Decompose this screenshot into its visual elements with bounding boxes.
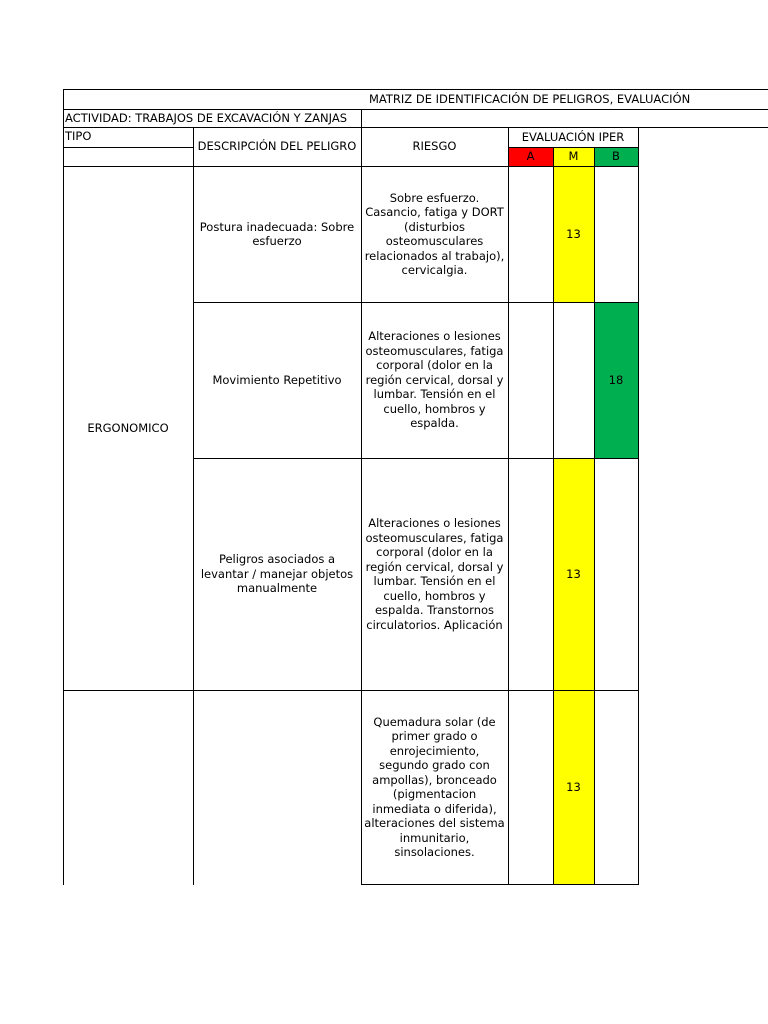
row3-descripcion: Peligros asociados a levantar / manejar objetos manualmente [200,552,354,596]
matrix-title: MATRIZ DE IDENTIFICACIÓN DE PELIGROS, EVALUACIÓN [369,92,691,107]
activity-label: ACTIVIDAD: TRABAJOS DE EXCAVACIÓN Y ZANJAS [65,111,348,126]
row2-descripcion: Movimiento Repetitivo [212,372,342,387]
header-tipo: TIPO [65,129,92,143]
row3-score: 13 [566,566,581,581]
row4-riesgo: Quemadura solar (de primer grado o enrojecimiento, segundo grado con ampollas), bronceado (pigmentacion inmediata o diferida), alteraciones del sistema inmunitario, sinsolaciones. [364,714,505,859]
row4-score: 13 [566,779,581,794]
row1-score: 13 [566,226,581,241]
header-evaluacion-iper: EVALUACIÓN IPER [521,129,625,144]
tipo-ergonomico: ERGONOMICO [87,420,169,435]
header-riesgo: RIESGO [412,139,457,154]
row1-riesgo: Sobre esfuerzo. Casancio, fatiga y DORT (disturbios osteomusculares relacionados al trabajo), cervicalgia. [364,190,505,277]
tipo-group-2 [63,690,193,884]
header-level-m: M [568,149,579,164]
row1-descripcion: Postura inadecuada: Sobre esfuerzo [199,219,355,248]
row3-riesgo: Alteraciones o lesiones osteomusculares, fatiga corporal (dolor en la región cervical, dorsal y lumbar. Tensión en el cuello, hombros y espalda. Transtornos circulatorios. Aplicación [365,516,504,632]
row4-descripcion [193,690,361,884]
header-descripcion: DESCRIPCIÓN DEL PELIGRO [197,139,357,154]
header-level-b: B [612,149,620,164]
row2-score: 18 [608,372,624,387]
row2-riesgo: Alteraciones o lesiones osteomusculares, fatiga corporal (dolor en la región cervical, dorsal y lumbar. Tensión en el cuello, hombros y espalda. [365,329,504,431]
header-level-a: A [526,149,535,164]
